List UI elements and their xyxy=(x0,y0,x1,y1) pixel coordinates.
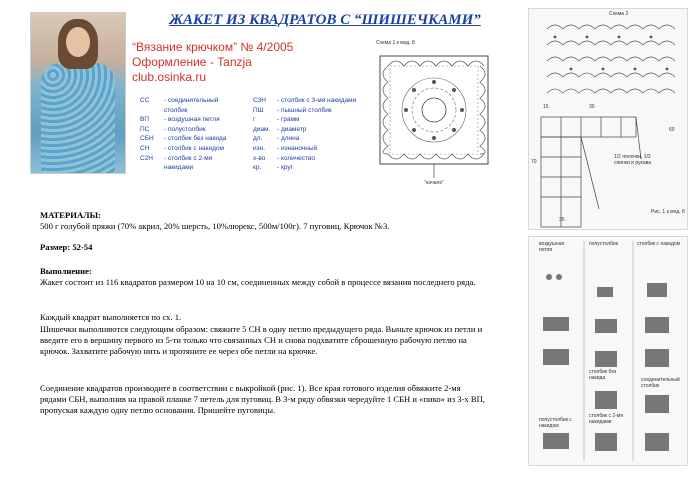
execution-p1: Жакет состоит из 116 квадратов размером 10 на 10 см, соединенных между собой в процессе вязания последнего ряда. xyxy=(40,277,476,288)
materials-block xyxy=(40,210,485,232)
legend-row xyxy=(140,144,226,154)
legend-abbr: СС xyxy=(140,97,150,104)
legend-row xyxy=(140,115,226,125)
legend-desc: - столбик без накида xyxy=(164,135,227,143)
execution-p2: Каждый квадрат выполняется по сх. 1. xyxy=(40,312,182,322)
dim-15: 15 xyxy=(543,104,549,110)
legend-row xyxy=(253,163,356,173)
legend-row xyxy=(253,115,356,125)
legend-desc: - пышный столбик xyxy=(277,106,332,114)
execution-block xyxy=(40,266,485,288)
legend-desc: - воздушная петля xyxy=(164,116,220,124)
jacket-shape xyxy=(41,63,115,173)
source-site: club.osinka.ru xyxy=(132,70,207,84)
legend-row xyxy=(140,134,226,144)
legend-desc: - количество xyxy=(277,154,316,162)
execution-p3: Шишечки выполняются следующим образом: свяжите 5 СН в одну петлю предыдущего ряда. Выньте крючок из петли и введите его в вершину первого из 5-ти только что связанных СН и снова подхватите сброшенную рабочую петлю на крючок. Захватите рабочую нить и протяните ее через обе петли на крючке. xyxy=(40,324,483,357)
square-diagram-graphic xyxy=(368,46,498,196)
model-photo xyxy=(30,12,126,174)
pattern-panel xyxy=(528,8,688,230)
legend-abbr: ПС xyxy=(140,125,150,133)
abbreviations-left xyxy=(140,96,226,173)
symbols-graphic xyxy=(529,237,687,465)
abbreviations-right xyxy=(253,96,356,173)
legend-row xyxy=(253,134,356,144)
legend-row xyxy=(140,154,226,164)
legend-desc: - диаметр xyxy=(277,125,307,133)
legend-desc: - столбик с 3-мя накидами xyxy=(277,97,357,104)
legend-abbr: С3Н xyxy=(253,97,267,104)
square-start-label: “начало” xyxy=(424,180,444,186)
size-value: 52-54 xyxy=(72,242,93,252)
legend-row xyxy=(140,163,226,173)
legend-abbr: дл. xyxy=(253,135,263,143)
size-title: Размер: xyxy=(40,242,71,252)
legend-row xyxy=(253,144,356,154)
legend-row xyxy=(253,125,356,135)
square-diagram-caption: Схема 1 к мод. 8 xyxy=(376,40,415,46)
page-title: ЖАКЕТ ИЗ КВАДРАТОВ С “ШИШЕЧКАМИ” xyxy=(169,12,481,28)
source-design: Оформление - Tanzja xyxy=(132,55,252,69)
legend-desc: - столбик с 2-мя xyxy=(164,154,213,162)
legend-desc: - длина xyxy=(277,135,300,143)
pattern-note: 1/2 полочки, 1/2 спинки и рукава xyxy=(614,154,651,166)
legend-abbr: г xyxy=(253,116,256,124)
legend-abbr: ВП xyxy=(140,116,150,124)
legend-row xyxy=(140,106,226,116)
legend-desc: - изнаночный xyxy=(277,144,318,152)
execution-title: Выполнение: xyxy=(40,266,92,276)
legend-desc: - соединительный xyxy=(164,97,219,104)
legend-row xyxy=(140,125,226,135)
legend-abbr: СН xyxy=(140,144,150,152)
pattern-caption: Рис. 1 к мод. 8 xyxy=(651,209,685,215)
legend-abbr: С2Н xyxy=(140,154,154,162)
size-line xyxy=(40,242,485,253)
source-magazine: “Вязание крючком” № 4/2005 xyxy=(132,40,294,54)
dim-70: 70 xyxy=(531,159,537,165)
symbols-panel xyxy=(528,236,688,466)
dim-60: 60 xyxy=(669,127,675,133)
legend-row xyxy=(253,106,356,116)
legend-row xyxy=(253,154,356,164)
sym-header-2: полустолбик xyxy=(589,241,618,247)
legend-row xyxy=(140,96,226,106)
legend-abbr: ПШ xyxy=(253,106,264,114)
square-diagram xyxy=(368,40,498,190)
legend-desc: накидами xyxy=(164,164,194,172)
sym-header-1: воздушная петля xyxy=(539,241,565,253)
sym-label-2: столбик с 2-мя накидами xyxy=(589,413,624,425)
legend-abbr: изн. xyxy=(253,144,266,152)
execution-p4: Соединение квадратов производите в соответствии с выкройкой (рис. 1). Все края готового изделия обвяжите 2-мя рядами СБН, выполнив на правой планке 7 петель для пуговиц. В 3-м ряду обвязки чередуйте 1 СБН и «пико» из 3-х ВП, пропуская каждую одну петлю основания. Пришейте пуговицы. xyxy=(40,383,485,416)
legend-abbr: диам. xyxy=(253,125,271,133)
sym-caption: полустолбик с накидом xyxy=(539,417,572,429)
legend-desc: - грамм xyxy=(277,116,300,124)
legend-abbr: х-во xyxy=(253,154,266,162)
dim-30: 30 xyxy=(589,104,595,110)
dim-35: 35 xyxy=(559,217,565,223)
legend-desc: - полустолбик xyxy=(164,125,206,133)
legend-row xyxy=(253,96,356,106)
legend-desc: столбик xyxy=(164,106,188,114)
materials-text: 500 г голубой пряжи (70% акрил, 20% шерсть, 10%люрекс, 500м/100г). 7 пуговиц. Крючок №3. xyxy=(40,221,390,232)
legend-abbr: кр. xyxy=(253,164,262,172)
sym-label-1: столбик без накида xyxy=(589,369,617,381)
face-shape xyxy=(66,27,90,57)
sym-header-3: столбик с накидом xyxy=(637,241,681,247)
scheme2-caption: Схема 2 xyxy=(609,11,629,17)
scheme2-graphic xyxy=(529,9,687,229)
materials-title: МАТЕРИАЛЫ: xyxy=(40,210,101,220)
sym-label-3: соединительный столбик xyxy=(641,377,680,389)
legend-desc: - столбик с накидом xyxy=(164,144,225,152)
legend-desc: - круг xyxy=(277,164,293,172)
legend-abbr: СБН xyxy=(140,135,154,143)
